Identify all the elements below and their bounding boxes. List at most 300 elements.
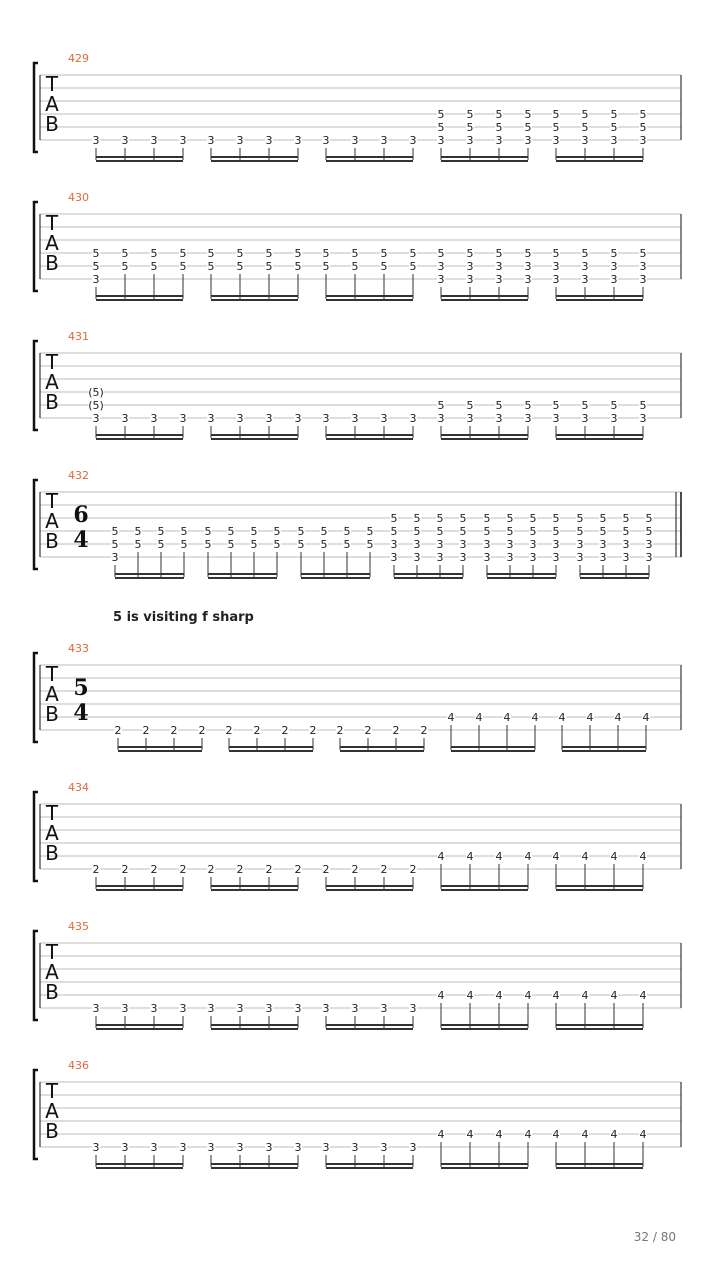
fret-number: 5: [273, 525, 281, 538]
beat-group: [204, 525, 281, 578]
fret-number: 3: [524, 134, 532, 147]
tab-clef-letter: A: [45, 231, 59, 255]
fret-number: 5: [409, 260, 417, 273]
tab-clef-letter: T: [45, 350, 59, 374]
fret-number: 5: [552, 108, 560, 121]
fret-number: 3: [459, 551, 467, 564]
measure-number: 429: [68, 52, 89, 65]
fret-number: 5: [466, 108, 474, 121]
fret-number: 4: [552, 989, 560, 1002]
fret-number: 4: [466, 989, 474, 1002]
fret-number: 5: [294, 247, 302, 260]
fret-number: 5: [207, 247, 215, 260]
fret-number: 3: [92, 412, 100, 425]
time-signature-bottom: 4: [73, 527, 89, 553]
fret-number: 3: [622, 551, 630, 564]
fret-number: 4: [495, 850, 503, 863]
fret-number: 4: [466, 850, 474, 863]
fret-number: 2: [150, 863, 158, 876]
fret-number: 3: [524, 260, 532, 273]
beat-group: [207, 1141, 302, 1168]
system-bracket: [34, 653, 38, 742]
fret-number: 3: [495, 412, 503, 425]
fret-number: 4: [495, 1128, 503, 1141]
fret-number: 5: [639, 121, 647, 134]
beat-group: [114, 724, 206, 751]
fret-number: 5: [409, 247, 417, 260]
fret-number: 3: [552, 134, 560, 147]
fret-number: 3: [413, 538, 421, 551]
fret-number: 3: [322, 134, 330, 147]
fret-number: 2: [380, 863, 388, 876]
fret-number: 5: [552, 525, 560, 538]
fret-number: 5: [524, 121, 532, 134]
fret-number: 3: [639, 412, 647, 425]
fret-number: 3: [150, 1002, 158, 1015]
fret-number: 5: [121, 247, 129, 260]
system-bracket: [34, 480, 38, 569]
fret-number: 3: [436, 538, 444, 551]
fret-number: 4: [437, 850, 445, 863]
fret-number: 3: [483, 538, 491, 551]
fret-number: 2: [409, 863, 417, 876]
tab-system: [34, 781, 681, 890]
fret-number: 5: [437, 108, 445, 121]
fret-number: 3: [294, 1141, 302, 1154]
fret-number: 5: [552, 399, 560, 412]
fret-number: 3: [506, 538, 514, 551]
tab-system: [34, 920, 681, 1029]
fret-number: 4: [581, 989, 589, 1002]
fret-number: 3: [207, 1002, 215, 1015]
fret-number: 3: [150, 1141, 158, 1154]
fret-number: 3: [121, 134, 129, 147]
fret-number: 5: [343, 525, 351, 538]
fret-number: 3: [552, 412, 560, 425]
fret-number: 5: [134, 525, 142, 538]
fret-number: 4: [524, 989, 532, 1002]
fret-number: 3: [121, 1002, 129, 1015]
fret-number: 5: [351, 260, 359, 273]
fret-number: 5: [645, 525, 653, 538]
tab-clef-letter: A: [45, 682, 59, 706]
fret-number: 5: [250, 538, 258, 551]
time-signature-bottom: 4: [73, 700, 89, 726]
fret-number: 2: [198, 724, 206, 737]
tab-clef-letter: B: [45, 112, 59, 136]
fret-number: 5: [639, 399, 647, 412]
fret-number: 3: [294, 1002, 302, 1015]
fret-number: 5: [265, 247, 273, 260]
measure-number: 434: [68, 781, 89, 794]
fret-number: 3: [529, 551, 537, 564]
fret-number: 3: [610, 260, 618, 273]
fret-number: 3: [92, 134, 100, 147]
fret-number: 3: [466, 134, 474, 147]
fret-number: 3: [552, 273, 560, 286]
beat-group: [322, 412, 417, 439]
fret-number: 3: [322, 412, 330, 425]
beat-group: [483, 512, 560, 578]
fret-number: (5): [88, 386, 104, 399]
fret-number: 5: [599, 512, 607, 525]
beat-group: [390, 512, 467, 578]
fret-number: 3: [610, 412, 618, 425]
beat-group: [111, 525, 188, 578]
beat-group: [92, 1141, 187, 1168]
beat-group: [297, 525, 374, 578]
fret-number: 3: [380, 134, 388, 147]
fret-number: 5: [236, 260, 244, 273]
fret-number: 5: [506, 512, 514, 525]
fret-number: 2: [207, 863, 215, 876]
fret-number: 3: [150, 412, 158, 425]
fret-number: 5: [483, 512, 491, 525]
fret-number: 2: [336, 724, 344, 737]
fret-number: 4: [642, 711, 650, 724]
beat-group: [207, 247, 302, 300]
system-bracket: [34, 63, 38, 152]
fret-number: 3: [294, 134, 302, 147]
measure-number: 431: [68, 330, 89, 343]
beat-group: [225, 724, 317, 751]
fret-number: 3: [581, 273, 589, 286]
fret-number: 2: [121, 863, 129, 876]
fret-number: 4: [552, 1128, 560, 1141]
measure-number: 435: [68, 920, 89, 933]
fret-number: 2: [322, 863, 330, 876]
fret-number: 3: [524, 273, 532, 286]
fret-number: 5: [366, 538, 374, 551]
tab-clef-letter: B: [45, 980, 59, 1004]
fret-number: 3: [380, 1141, 388, 1154]
fret-number: 4: [639, 1128, 647, 1141]
fret-number: 3: [236, 1141, 244, 1154]
fret-number: 3: [576, 551, 584, 564]
fret-number: 2: [114, 724, 122, 737]
beat-group: [322, 1002, 417, 1029]
fret-number: 2: [265, 863, 273, 876]
fret-number: 2: [170, 724, 178, 737]
fret-number: 3: [437, 134, 445, 147]
fret-number: 3: [552, 551, 560, 564]
fret-number: 5: [506, 525, 514, 538]
beat-group: [437, 247, 532, 300]
fret-number: 4: [610, 1128, 618, 1141]
fret-number: 2: [420, 724, 428, 737]
fret-number: 5: [366, 525, 374, 538]
fret-number: 3: [409, 412, 417, 425]
beat-group: [92, 134, 187, 161]
tab-clef-letter: B: [45, 529, 59, 553]
fret-number: 3: [645, 538, 653, 551]
fret-number: 3: [351, 412, 359, 425]
fret-number: 4: [466, 1128, 474, 1141]
fret-number: 4: [503, 711, 511, 724]
fret-number: 5: [250, 525, 258, 538]
tab-clef-letter: T: [45, 489, 59, 513]
fret-number: 3: [466, 412, 474, 425]
fret-number: 5: [413, 512, 421, 525]
beat-group: [322, 134, 417, 161]
fret-number: 3: [390, 538, 398, 551]
fret-number: 2: [179, 863, 187, 876]
measure-number: 430: [68, 191, 89, 204]
fret-number: 5: [390, 525, 398, 538]
fret-number: 5: [180, 538, 188, 551]
fret-number: 2: [392, 724, 400, 737]
fret-number: 5: [157, 525, 165, 538]
beat-group: [552, 247, 647, 300]
fret-number: 5: [111, 538, 119, 551]
fret-number: 5: [343, 538, 351, 551]
fret-number: 3: [437, 260, 445, 273]
fret-number: 3: [495, 273, 503, 286]
tab-clef-letter: A: [45, 370, 59, 394]
fret-number: 3: [639, 260, 647, 273]
page-number: 32 / 80: [633, 1230, 676, 1244]
beat-group: [336, 724, 428, 751]
fret-number: 3: [236, 134, 244, 147]
fret-number: 3: [150, 134, 158, 147]
fret-number: 5: [320, 538, 328, 551]
fret-number: 3: [610, 273, 618, 286]
tab-clef-letter: T: [45, 211, 59, 235]
fret-number: 3: [294, 412, 302, 425]
beat-group: [207, 1002, 302, 1029]
fret-number: 5: [207, 260, 215, 273]
fret-number: 3: [390, 551, 398, 564]
fret-number: 5: [437, 247, 445, 260]
fret-number: 3: [409, 1141, 417, 1154]
fret-number: 5: [576, 525, 584, 538]
fret-number: 4: [524, 850, 532, 863]
fret-number: 3: [351, 1141, 359, 1154]
fret-number: 3: [581, 412, 589, 425]
fret-number: 5: [297, 538, 305, 551]
fret-number: 3: [645, 551, 653, 564]
fret-number: 5: [495, 399, 503, 412]
annotation-text: 5 is visiting f sharp: [113, 610, 254, 625]
fret-number: 3: [351, 1002, 359, 1015]
system-bracket: [34, 341, 38, 430]
fret-number: 3: [179, 1002, 187, 1015]
fret-number: 3: [552, 538, 560, 551]
tab-clef-letter: T: [45, 72, 59, 96]
fret-number: 4: [639, 850, 647, 863]
tab-clef-letter: B: [45, 1119, 59, 1143]
fret-number: 5: [552, 121, 560, 134]
beat-group: [207, 412, 302, 439]
fret-number: 4: [558, 711, 566, 724]
fret-number: 5: [111, 525, 119, 538]
beat-group: [88, 386, 187, 439]
beat-group: [576, 512, 653, 578]
fret-number: 5: [610, 108, 618, 121]
fret-number: 5: [265, 260, 273, 273]
tab-system: [34, 469, 681, 578]
beat-group: [92, 247, 187, 300]
tab-clef-letter: A: [45, 821, 59, 845]
fret-number: 3: [380, 1002, 388, 1015]
fret-number: 5: [227, 538, 235, 551]
fret-number: 3: [639, 273, 647, 286]
fret-number: 3: [639, 134, 647, 147]
tab-system: [34, 330, 681, 439]
tab-system: [34, 1059, 681, 1168]
fret-number: 5: [645, 512, 653, 525]
beat-group: [92, 863, 187, 890]
beat-group: [207, 134, 302, 161]
fret-number: 5: [157, 538, 165, 551]
fret-number: 5: [466, 399, 474, 412]
fret-number: 3: [380, 412, 388, 425]
fret-number: 5: [529, 512, 537, 525]
fret-number: 3: [207, 1141, 215, 1154]
fret-number: 5: [413, 525, 421, 538]
fret-number: 4: [475, 711, 483, 724]
fret-number: 5: [552, 247, 560, 260]
fret-number: 5: [204, 538, 212, 551]
fret-number: 4: [447, 711, 455, 724]
fret-number: 3: [179, 1141, 187, 1154]
fret-number: 5: [639, 247, 647, 260]
fret-number: 3: [265, 134, 273, 147]
fret-number: 3: [207, 134, 215, 147]
fret-number: 5: [581, 247, 589, 260]
fret-number: 2: [92, 863, 100, 876]
fret-number: 3: [436, 551, 444, 564]
fret-number: 5: [437, 121, 445, 134]
beat-group: [322, 863, 417, 890]
fret-number: 5: [236, 247, 244, 260]
fret-number: 3: [506, 551, 514, 564]
fret-number: 2: [309, 724, 317, 737]
tab-clef-letter: A: [45, 92, 59, 116]
system-bracket: [34, 792, 38, 881]
fret-number: 5: [380, 260, 388, 273]
beat-group: [92, 1002, 187, 1029]
fret-number: 5: [436, 525, 444, 538]
fret-number: 3: [121, 412, 129, 425]
fret-number: 3: [622, 538, 630, 551]
beat-group: [322, 247, 417, 300]
system-bracket: [34, 1070, 38, 1159]
fret-number: 5: [524, 399, 532, 412]
fret-number: 5: [351, 247, 359, 260]
measure-number: 432: [68, 469, 89, 482]
fret-number: 3: [92, 1141, 100, 1154]
fret-number: 5: [622, 512, 630, 525]
fret-number: 4: [437, 989, 445, 1002]
fret-number: 5: [134, 538, 142, 551]
fret-number: 5: [610, 399, 618, 412]
fret-number: 3: [351, 134, 359, 147]
fret-number: 5: [92, 247, 100, 260]
fret-number: 4: [495, 989, 503, 1002]
fret-number: 5: [599, 525, 607, 538]
fret-number: 3: [552, 260, 560, 273]
tab-clef-letter: B: [45, 702, 59, 726]
fret-number: 5: [581, 108, 589, 121]
fret-number: 4: [614, 711, 622, 724]
fret-number: 5: [466, 121, 474, 134]
fret-number: 3: [111, 551, 119, 564]
tab-clef-letter: A: [45, 960, 59, 984]
fret-number: 2: [253, 724, 261, 737]
system-bracket: [34, 202, 38, 291]
beat-group: [437, 108, 532, 161]
fret-number: 3: [483, 551, 491, 564]
fret-number: 3: [599, 538, 607, 551]
beat-group: [207, 863, 302, 890]
fret-number: 2: [294, 863, 302, 876]
fret-number: 5: [610, 247, 618, 260]
fret-number: 2: [351, 863, 359, 876]
fret-number: 5: [622, 525, 630, 538]
fret-number: 5: [581, 399, 589, 412]
fret-number: 4: [610, 989, 618, 1002]
system-bracket: [34, 931, 38, 1020]
tab-clef-letter: T: [45, 940, 59, 964]
tab-clef-letter: B: [45, 390, 59, 414]
fret-number: 4: [437, 1128, 445, 1141]
fret-number: 3: [524, 412, 532, 425]
fret-number: 4: [552, 850, 560, 863]
tab-system: [34, 52, 681, 161]
measure-number: 436: [68, 1059, 89, 1072]
fret-number: 5: [581, 121, 589, 134]
fret-number: 5: [436, 512, 444, 525]
fret-number: 5: [524, 108, 532, 121]
fret-number: 3: [437, 412, 445, 425]
fret-number: 5: [150, 260, 158, 273]
fret-number: 4: [610, 850, 618, 863]
beat-group: [322, 1141, 417, 1168]
fret-number: 2: [364, 724, 372, 737]
tab-clef-letter: B: [45, 841, 59, 865]
fret-number: 5: [495, 121, 503, 134]
fret-number: 3: [179, 134, 187, 147]
tab-system: [34, 642, 681, 751]
fret-number: 3: [92, 1002, 100, 1015]
fret-number: 3: [179, 412, 187, 425]
fret-number: 3: [495, 260, 503, 273]
fret-number: 5: [552, 512, 560, 525]
fret-number: 5: [437, 399, 445, 412]
fret-number: 3: [92, 273, 100, 286]
fret-number: 3: [265, 1002, 273, 1015]
fret-number: 5: [297, 525, 305, 538]
fret-number: 3: [409, 1002, 417, 1015]
time-signature-top: 5: [73, 675, 89, 701]
fret-number: 5: [524, 247, 532, 260]
fret-number: 5: [390, 512, 398, 525]
fret-number: 3: [466, 273, 474, 286]
fret-number: 3: [236, 412, 244, 425]
fret-number: 2: [225, 724, 233, 737]
fret-number: 2: [236, 863, 244, 876]
fret-number: 3: [322, 1002, 330, 1015]
fret-number: 5: [320, 525, 328, 538]
fret-number: 5: [227, 525, 235, 538]
fret-number: 5: [322, 260, 330, 273]
fret-number: 5: [204, 525, 212, 538]
fret-number: 3: [576, 538, 584, 551]
fret-number: 5: [459, 525, 467, 538]
fret-number: 5: [380, 247, 388, 260]
tab-clef-letter: T: [45, 801, 59, 825]
